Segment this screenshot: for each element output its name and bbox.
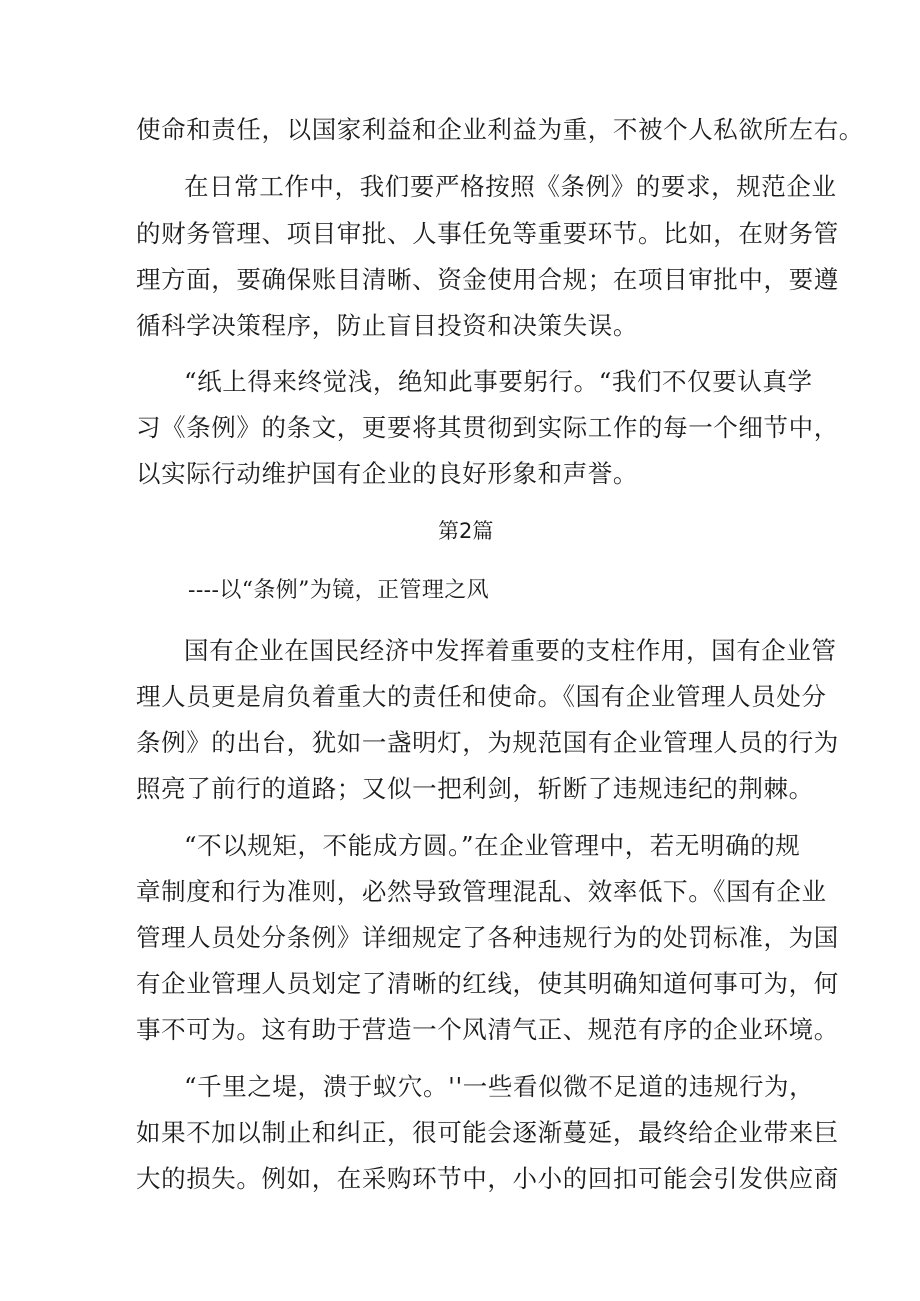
text-line: 理方面，要确保账目清晰、资金使用合规；在项目审批中，要遵 <box>136 265 839 294</box>
section-heading: 第2篇 <box>438 519 494 543</box>
text-line: 使命和责任，以国家利益和企业利益为重，不被个人私欲所左右。 <box>136 115 864 144</box>
text-line: 习《条例》的条文，更要将其贯彻到实际工作的每一个细节中， <box>136 413 839 442</box>
text-line: 大的损失。例如，在采购环节中，小小的回扣可能会引发供应商 <box>136 1164 839 1193</box>
section-subtitle: ----以“条例”为镜，正管理之风 <box>188 578 490 603</box>
text-line: 以实际行动维护国有企业的良好形象和声誉。 <box>136 459 638 488</box>
text-line: 的财务管理、项目审批、人事任免等重要环节。比如，在财务管 <box>136 219 839 248</box>
text-line: 有企业管理人员划定了清晰的红线，使其明确知道何事可为，何 <box>136 969 839 998</box>
text-line: 管理人员处分条例》详细规定了各种违规行为的处罚标准，为国 <box>136 923 839 952</box>
text-line: 事不可为。这有助于营造一个风清气正、规范有序的企业环境。 <box>136 1015 839 1044</box>
text-line: 在日常工作中，我们要严格按照《条例》的要求，规范企业 <box>184 172 837 201</box>
text-line: 章制度和行为准则，必然导致管理混乱、效率低下。《国有企业 <box>136 877 827 906</box>
text-line: “纸上得来终觉浅，绝知此事要躬行。“我们不仅要认真学 <box>184 367 813 396</box>
text-line: 条例》的出台，犹如一盏明灯，为规范国有企业管理人员的行为 <box>136 728 839 757</box>
text-line: 国有企业在国民经济中发挥着重要的支柱作用，国有企业管 <box>184 636 837 665</box>
text-line: “不以规矩，不能成方圆。”在企业管理中，若无明确的规 <box>184 831 801 860</box>
text-line: 理人员更是肩负着重大的责任和使命。《国有企业管理人员处分 <box>136 682 827 711</box>
text-line: “千里之堤，溃于蚁穴。''一些看似微不足道的违规行为， <box>184 1072 815 1101</box>
text-line: 循科学决策程序，防止盲目投资和决策失误。 <box>136 311 638 340</box>
text-line: 如果不加以制止和纠正，很可能会逐渐蔓延，最终给企业带来巨 <box>136 1118 839 1147</box>
text-line: 照亮了前行的道路；又似一把利剑，斩断了违规违纪的荆棘。 <box>136 774 814 803</box>
